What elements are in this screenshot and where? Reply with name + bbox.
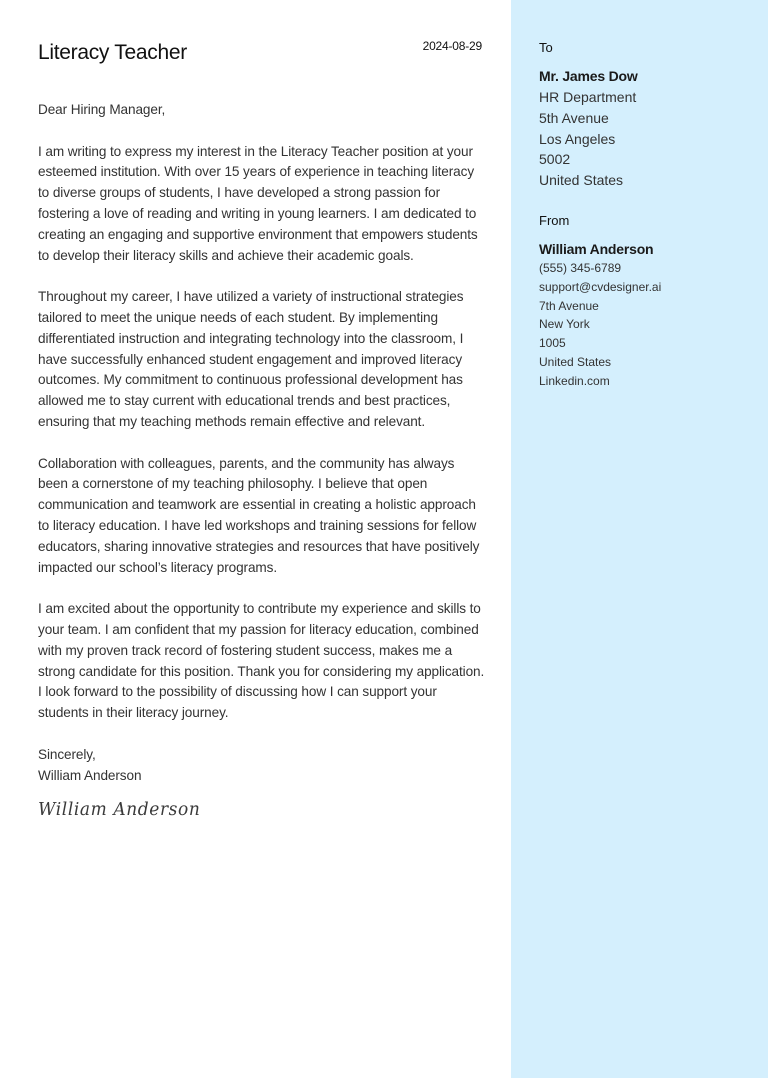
sender-country: United States bbox=[539, 354, 612, 369]
recipient-name: Mr. James Dow bbox=[539, 68, 638, 84]
sender-email[interactable]: support@cvdesigner.ai bbox=[539, 279, 662, 294]
closing-phrase: Sincerely, bbox=[38, 746, 96, 762]
recipient-department: HR Department bbox=[539, 89, 637, 105]
closing-name: William Anderson bbox=[38, 767, 142, 783]
letter-content bbox=[38, 100, 486, 821]
sender-block bbox=[539, 241, 661, 391]
recipient-street: 5th Avenue bbox=[539, 109, 609, 126]
closing-block bbox=[38, 745, 486, 787]
salutation: Dear Hiring Manager, bbox=[38, 102, 166, 117]
paragraph-4: I am excited about the opportunity to contribute my experience and skills to your team. I am confident that my passion for literacy education, combined with my proven track record of fostering student success, makes me a strong candidate for this position. Thank you for considering my application. I look forward to the possibility of discussing how I can support your students in their literacy journey. bbox=[38, 601, 485, 721]
paragraph-1: I am writing to express my interest in the Literacy Teacher position at your esteemed institution. With over 15 years of experience in teaching literacy to diverse groups of students, I have developed a strong passion for fostering a love of reading and writing in young learners. I am dedicated to creating an engaging and supportive environment that empowers students to develop their literacy skills and achieve their academic goals. bbox=[38, 143, 478, 263]
sender-postal-code: 1005 bbox=[539, 336, 566, 351]
signature: William Anderson bbox=[38, 799, 201, 821]
sender-contact bbox=[539, 259, 661, 391]
to-heading: To bbox=[539, 40, 553, 55]
sender-street: 7th Avenue bbox=[539, 298, 599, 313]
recipient-address bbox=[539, 87, 638, 191]
paragraph-2: Throughout my career, I have utilized a variety of instructional strategies tailored to meet the unique needs of each student. By implementing differentiated instruction and integrating technology into the classroom, I have successfully enhanced student engagement and improved literacy outcomes. My commitment to continuous professional development has allowed me to stay current with educational trends and best practices, ensuring that my teaching methods remain effective and relevant. bbox=[38, 289, 464, 429]
from-heading: From bbox=[539, 213, 570, 228]
paragraph-3: Collaboration with colleagues, parents, and the community has always been a cornerstone of my teaching philosophy. I believe that open communication and teamwork are essential in creating a holistic approach to literacy education. I have led workshops and training sessions for fellow educators, sharing innovative strategies and resources that have positively impacted our school’s literacy programs. bbox=[38, 455, 480, 575]
recipient-block bbox=[539, 68, 638, 191]
sender-city: New York bbox=[539, 317, 590, 332]
sender-linkedin-link[interactable]: Linkedin.com bbox=[539, 373, 610, 388]
recipient-country: United States bbox=[539, 172, 624, 189]
recipient-city: Los Angeles bbox=[539, 130, 616, 147]
sender-phone: (555) 345-6789 bbox=[539, 261, 622, 275]
sender-name: William Anderson bbox=[539, 241, 654, 257]
page-title: Literacy Teacher bbox=[38, 41, 187, 64]
letter-date: 2024-08-29 bbox=[422, 39, 482, 53]
recipient-postal-code: 5002 bbox=[539, 151, 571, 168]
